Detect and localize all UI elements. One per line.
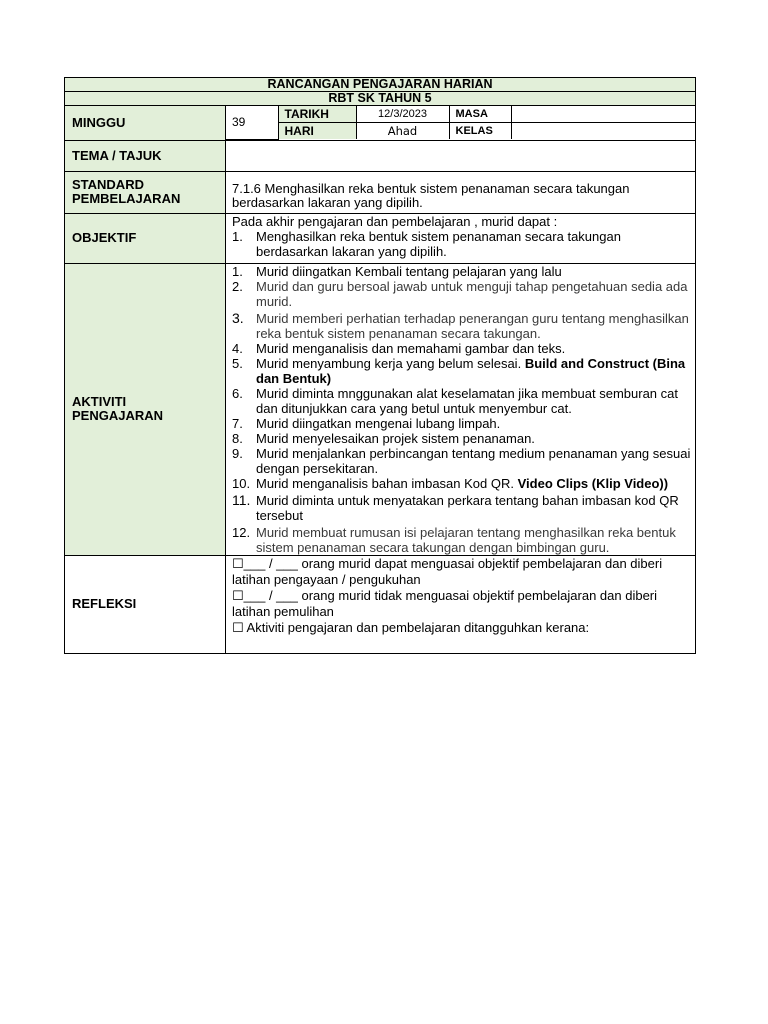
aktiviti-item — [232, 446, 691, 476]
refleksi-label: REFLEKSI — [65, 555, 226, 653]
info-grid — [226, 106, 695, 140]
list-item-number: 8. — [232, 430, 243, 446]
list-item-number: 7. — [232, 415, 243, 431]
kelas-value — [511, 123, 695, 140]
list-item-text: Murid menganalisis dan memahami gambar dan teks. — [256, 340, 566, 356]
list-item-number: 3. — [232, 309, 244, 326]
tema-value — [226, 140, 696, 171]
list-item-text: Murid menganalisis bahan imbasan Kod QR. — [256, 475, 518, 491]
hari-value: Ahad — [356, 123, 449, 140]
aktiviti-item — [232, 264, 691, 279]
hari-label: HARI — [278, 123, 356, 140]
list-item-number: 2. — [232, 278, 243, 294]
list-item-number: 12. — [232, 524, 251, 540]
aktiviti-content — [226, 263, 696, 555]
list-item-text: Murid dan guru bersoal jawab untuk menguji tahap pengetahuan sedia ada murid. — [256, 278, 688, 309]
info-cell — [226, 106, 696, 141]
refleksi-line: ☐___ / ___ orang murid dapat menguasai objektif pembelajaran dan diberi latihan pengayaan / pengukuhan — [232, 555, 663, 587]
aktiviti-item — [232, 311, 691, 341]
list-item-text: Murid diminta mnggunakan alat keselamatan jika membuat semburan cat dan ditunjukkan cara yang betul untuk menyembur cat. — [256, 385, 678, 416]
list-item-text: Murid menyambung kerja yang belum selesai. — [256, 355, 525, 371]
standard-label-line2: PEMBELAJARAN — [72, 191, 181, 206]
aktiviti-item — [232, 476, 691, 491]
kelas-label: KELAS — [449, 123, 511, 140]
aktiviti-item — [232, 493, 691, 523]
list-item-text: Murid menjalankan perbincangan tentang medium penanaman yang sesuai dengan persekitaran. — [256, 445, 691, 476]
list-item-number: 1. — [232, 263, 243, 279]
list-item-text: Murid membuat rumusan isi pelajaran tentang menghasilkan reka bentuk sistem penanaman secara takungan dengan bimbingan guru. — [256, 524, 676, 555]
plan-title: RANCANGAN PENGAJARAN HARIAN — [65, 78, 696, 92]
objektif-list — [232, 229, 691, 259]
list-item-text: Murid diminta untuk menyatakan perkara tentang bahan imbasan kod QR tersebut — [256, 492, 679, 523]
standard-label-line1: STANDARD — [72, 177, 144, 192]
aktiviti-item — [232, 416, 691, 431]
objektif-intro: Pada akhir pengajaran dan pembelajaran , murid dapat : — [232, 213, 558, 229]
tema-label: TEMA / TAJUK — [65, 140, 226, 171]
list-item-number: 4. — [232, 340, 243, 356]
aktiviti-item — [232, 431, 691, 446]
objektif-content — [226, 213, 696, 263]
refleksi-line: ☐ Aktiviti pengajaran dan pembelajaran ditangguhkan kerana: — [232, 619, 590, 635]
aktiviti-item — [232, 356, 691, 386]
aktiviti-label — [65, 263, 226, 555]
list-item-text: Murid diingatkan Kembali tentang pelajaran yang lalu — [256, 263, 562, 279]
masa-value — [511, 106, 695, 123]
list-item-text: Murid menyelesaikan projek sistem penanaman. — [256, 430, 535, 446]
aktiviti-list — [232, 264, 691, 555]
aktiviti-item — [232, 279, 691, 309]
list-item-number: 6. — [232, 385, 243, 401]
list-item-emphasis: Video Clips (Klip Video)) — [517, 475, 669, 491]
aktiviti-item — [232, 525, 691, 555]
objektif-label: OBJEKTIF — [65, 213, 226, 263]
list-item-emphasis: Build and Construct (Bina dan Bentuk) — [256, 355, 686, 386]
standard-label — [65, 171, 226, 213]
list-item-text: Murid diingatkan mengenai lubang limpah. — [256, 415, 501, 431]
list-item-number: 9. — [232, 445, 243, 461]
list-item-number: 5. — [232, 355, 243, 371]
list-item-number: 1. — [232, 228, 243, 244]
minggu-label: MINGGU — [65, 106, 226, 141]
masa-label: MASA — [449, 106, 511, 123]
refleksi-line: ☐___ / ___ orang murid tidak menguasai objektif pembelajaran dan diberi latihan pemulihan — [232, 587, 658, 619]
list-item-text: Menghasilkan reka bentuk sistem penanaman secara takungan berdasarkan lakaran yang dipilih. — [256, 228, 621, 259]
tarikh-label: TARIKH — [278, 106, 356, 123]
tarikh-value: 12/3/2023 — [356, 106, 449, 123]
list-item-text: Murid memberi perhatian terhadap penerangan guru tentang menghasilkan reka bentuk sistem penanaman secara takungan. — [256, 310, 689, 341]
list-item-number: 10. — [232, 475, 251, 491]
objektif-item — [232, 229, 691, 259]
list-item-number: 11. — [232, 491, 251, 508]
aktiviti-label-line2: PENGAJARAN — [72, 408, 164, 423]
aktiviti-item — [232, 386, 691, 416]
aktiviti-label-line1: AKTIVITI — [72, 394, 127, 409]
refleksi-content — [226, 555, 696, 653]
plan-subtitle: RBT SK TAHUN 5 — [65, 92, 696, 106]
aktiviti-item — [232, 341, 691, 356]
lesson-plan-table — [64, 77, 696, 654]
standard-value: 7.1.6 Menghasilkan reka bentuk sistem penanaman secara takungan berdasarkan lakaran yang dipilih. — [226, 171, 696, 213]
refleksi-lines — [232, 556, 691, 636]
minggu-value: 39 — [226, 106, 278, 139]
